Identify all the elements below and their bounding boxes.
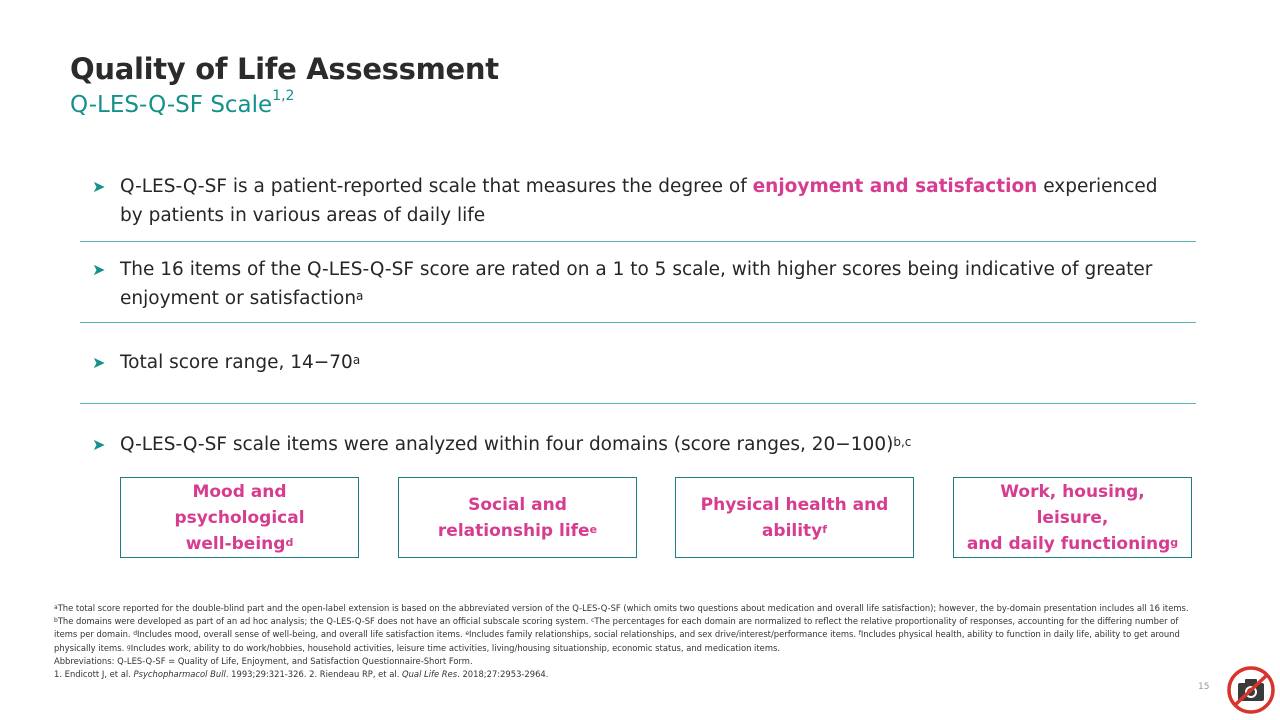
domain-work-footnote-ref: g bbox=[1170, 535, 1179, 549]
footnote-e-marker: e bbox=[465, 630, 470, 638]
arrow-bullet-icon: ➤ bbox=[92, 353, 106, 372]
footnote-c-marker: c bbox=[591, 617, 595, 625]
bullet-3 bbox=[92, 348, 1182, 377]
bullet-1-highlight: enjoyment and satisfaction bbox=[752, 176, 1038, 197]
footnote-f: Includes physical health, ability to function in daily life, ability to get around physically items. bbox=[54, 629, 1180, 653]
domain-mood-line2: well-being bbox=[185, 533, 286, 554]
bullet-2-text-body: The 16 items of the Q-LES-Q-SF score are rated on a 1 to 5 scale, with higher scores being indicative of greater enjoyment or satisfaction bbox=[120, 259, 1153, 309]
bullet-4-text-body: Q-LES-Q-SF scale items were analyzed within four domains (score ranges, 20−100) bbox=[120, 434, 894, 455]
footnote-b-marker: b bbox=[54, 617, 58, 625]
domain-box-work bbox=[953, 477, 1192, 558]
footnote-d-marker: d bbox=[133, 630, 138, 638]
divider-1 bbox=[80, 241, 1196, 242]
footnote-g: Includes work, ability to do work/hobbies, household activities, leisure time activities, living/housing situationship, economic status, and medication items. bbox=[130, 642, 780, 653]
footnote-g-marker: g bbox=[126, 643, 131, 651]
bullet-3-text bbox=[120, 348, 1182, 377]
bullet-4-footnote-ref: b,c bbox=[893, 435, 912, 449]
bullet-4-text bbox=[120, 430, 1182, 459]
subtitle-text: Q-LES-Q-SF Scale bbox=[70, 92, 273, 118]
page-number: 15 bbox=[1198, 682, 1210, 692]
bullet-1 bbox=[92, 172, 1182, 230]
abbreviations: Abbreviations: Q-LES-Q-SF = Quality of Life, Enjoyment, and Satisfaction Questionnaire-Short Form. bbox=[54, 655, 473, 666]
domain-label-mood bbox=[129, 479, 350, 557]
slide-subtitle bbox=[70, 88, 295, 118]
domain-physical-footnote-ref: f bbox=[822, 522, 828, 536]
divider-3 bbox=[80, 403, 1196, 404]
footnote-e: Includes family relationships, social relationships, and sex drive/interest/performance items. bbox=[469, 629, 859, 640]
bullet-2-text bbox=[120, 255, 1182, 313]
subtitle-reference: 1,2 bbox=[272, 88, 295, 104]
divider-2 bbox=[80, 322, 1196, 323]
bullet-3-footnote-ref: a bbox=[352, 353, 361, 367]
reference-2-details: . 2018;27:2953-2964. bbox=[457, 669, 549, 680]
domain-physical-line1: Physical health and bbox=[700, 494, 889, 515]
footnote-a: The total score reported for the double-blind part and the open-label extension is based on the abbreviated version of the Q-LES-Q-SF (which omits two questions about medication and overall life satisfaction); however, the by-domain presentation includes all 16 items. bbox=[57, 603, 1189, 613]
bullet-1-text bbox=[120, 172, 1182, 230]
bullet-1-text-pre: Q-LES-Q-SF is a patient-reported scale that measures the degree of bbox=[120, 176, 753, 197]
no-camera-icon bbox=[1226, 665, 1276, 715]
slide-title: Quality of Life Assessment bbox=[70, 52, 499, 86]
domain-label-physical bbox=[701, 492, 889, 544]
bullet-2 bbox=[92, 255, 1182, 313]
footnote-b: The domains were developed as part of an ad hoc analysis; the Q-LES-Q-SF does not have an official subscale scoring system. bbox=[57, 616, 592, 627]
footnote-definitions bbox=[54, 602, 1194, 655]
arrow-bullet-icon: ➤ bbox=[92, 435, 106, 454]
footnote-d: Includes mood, overall sense of well-being, and overall life satisfaction items. bbox=[137, 629, 466, 640]
domain-mood-line1: Mood and psychological bbox=[174, 481, 305, 528]
bullet-1-text-post: experienced by patients in various areas of daily life bbox=[120, 176, 1158, 226]
footnote-f-marker: f bbox=[858, 630, 861, 638]
domain-work-line2: and daily functioning bbox=[966, 533, 1171, 554]
domain-label-work bbox=[962, 479, 1183, 557]
reference-2-journal: Qual Life Res bbox=[402, 669, 458, 680]
bullet-4 bbox=[92, 430, 1182, 459]
domain-box-social bbox=[398, 477, 637, 558]
domain-box-mood bbox=[120, 477, 359, 558]
arrow-bullet-icon: ➤ bbox=[92, 177, 106, 196]
reference-1-details: . 1993;29:321-326. 2. Riendeau RP, et al. bbox=[225, 669, 403, 680]
bullet-3-text-body: Total score range, 14−70 bbox=[120, 352, 353, 373]
reference-1-authors: 1. Endicott J, et al. bbox=[54, 669, 134, 680]
reference-1-journal: Psychopharmacol Bull bbox=[133, 669, 226, 680]
domain-mood-footnote-ref: d bbox=[285, 535, 294, 549]
footnote-c: The percentages for each domain are normalized to reflect the relative proportionality of responses, accounting for the differing number of items per domain. bbox=[54, 616, 1179, 640]
domain-label-social bbox=[438, 492, 597, 544]
domain-box-physical bbox=[675, 477, 914, 558]
domain-social-line1: Social and bbox=[468, 494, 567, 515]
domain-social-line2: relationship life bbox=[437, 520, 590, 541]
domain-work-line1: Work, housing, leisure, bbox=[1000, 481, 1145, 528]
domain-physical-line2: ability bbox=[761, 520, 823, 541]
references bbox=[54, 668, 1194, 681]
footnotes bbox=[54, 602, 1194, 681]
footnote-a-marker: a bbox=[54, 604, 58, 611]
bullet-2-footnote-ref: a bbox=[356, 289, 364, 303]
arrow-bullet-icon: ➤ bbox=[92, 260, 106, 279]
domain-social-footnote-ref: e bbox=[589, 522, 598, 536]
